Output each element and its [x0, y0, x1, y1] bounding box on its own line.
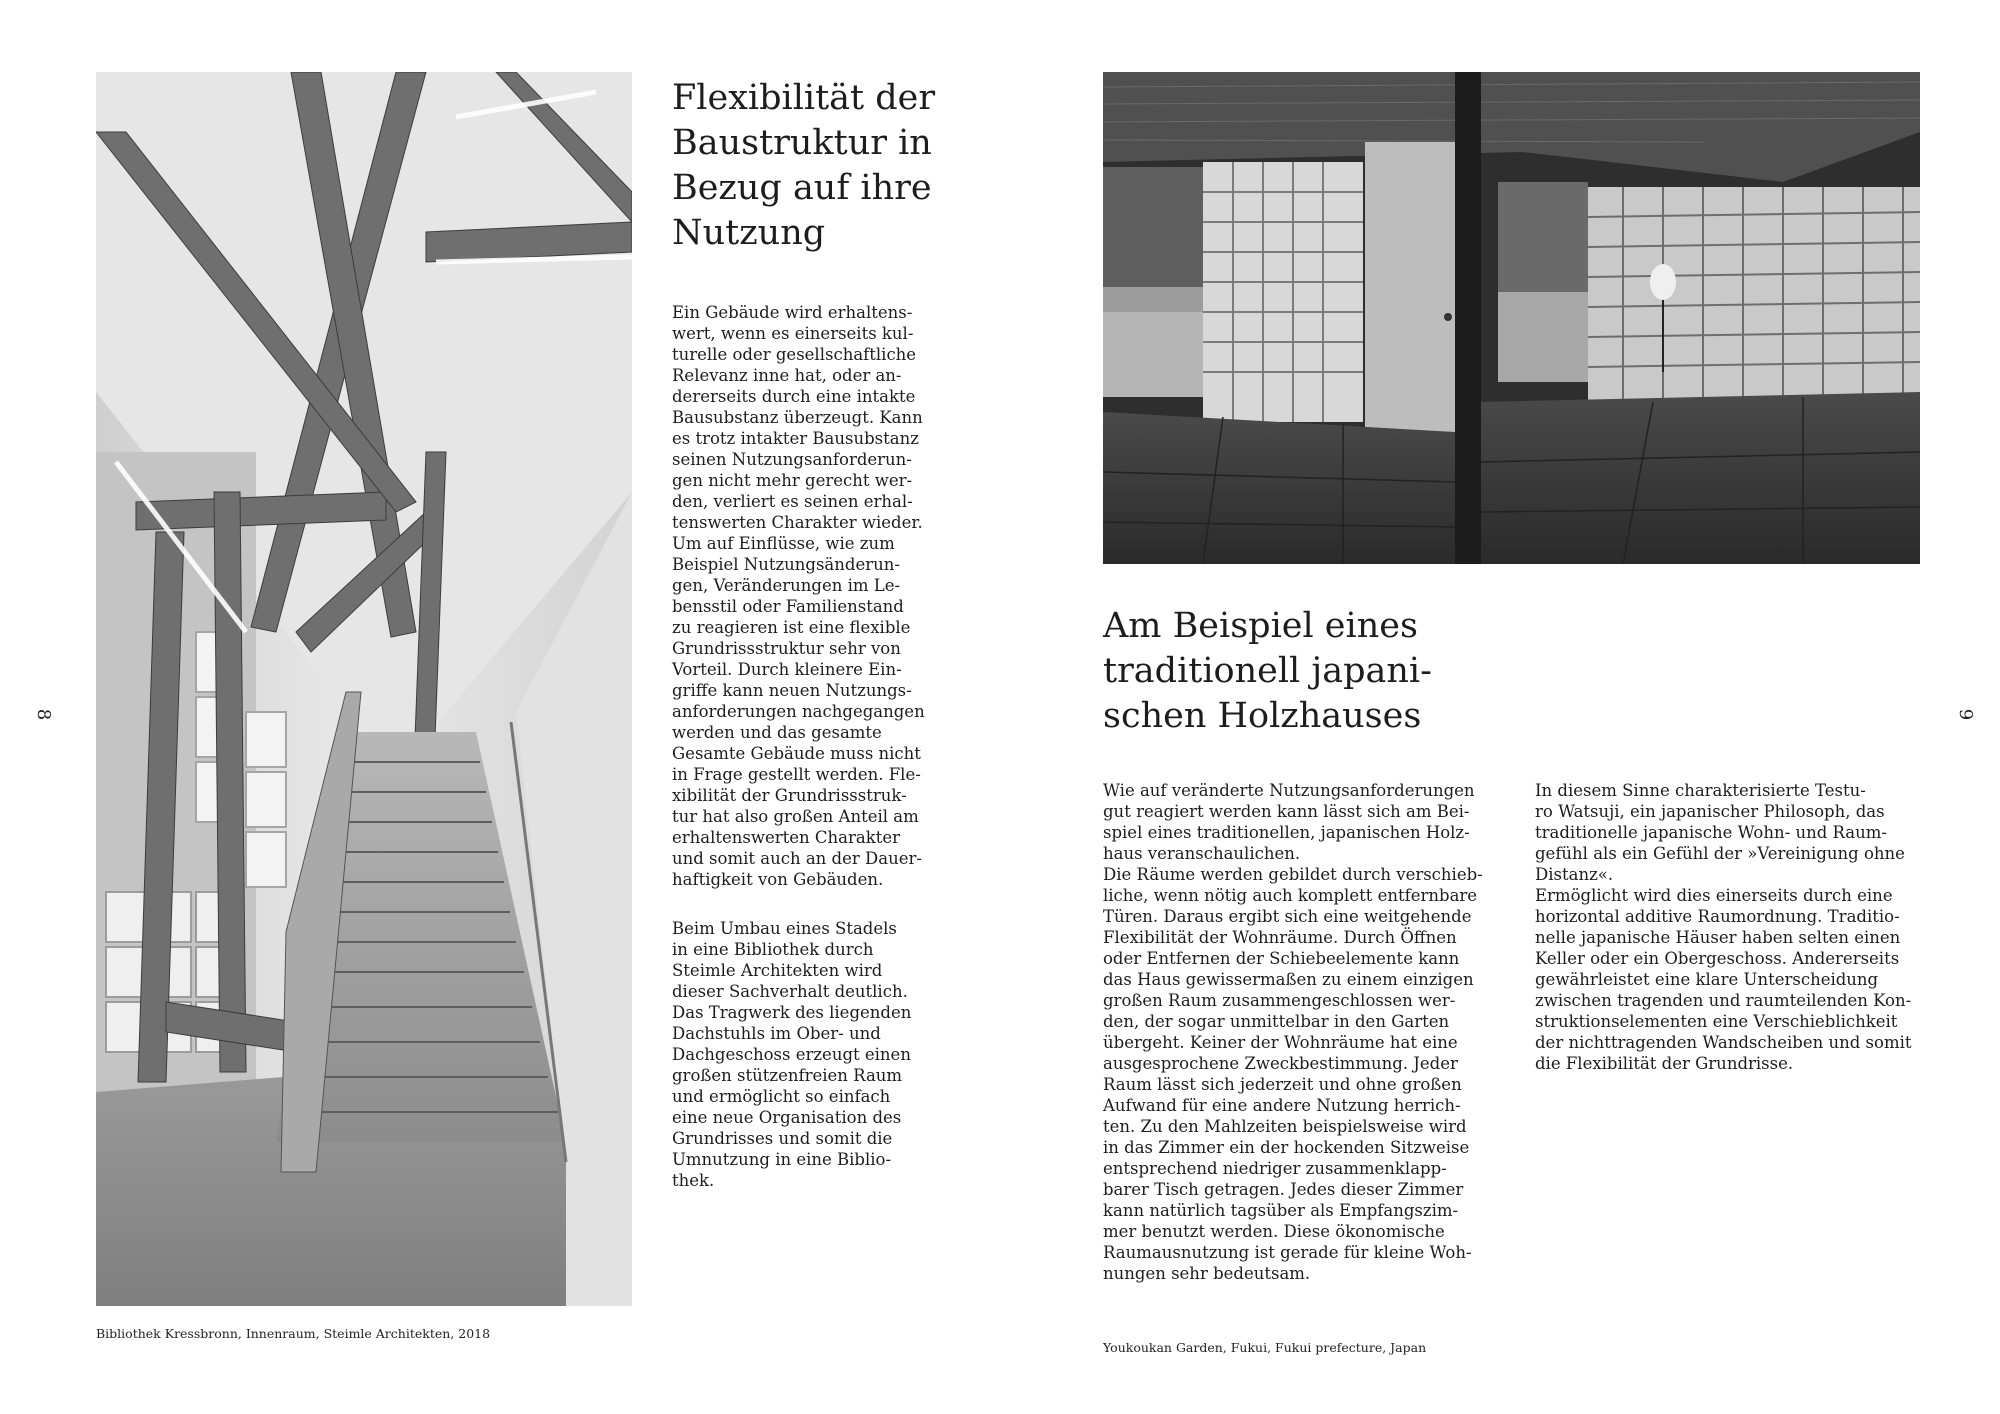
left-page-paragraph-2: Beim Umbau eines Stadels in eine Bibliothek durch Steimle Architekten wird dieser Sachverhalt deutlich. Das Tragwerk des liegenden Dachstuhls im Ober- und Dachgeschoss erzeugt einen großen stützenfreien Raum und ermöglicht so einfach eine neue Organisation des Grundrisses und somit die Umnutzung in eine Biblio- thek.	[672, 919, 912, 1190]
library-interior-photo	[96, 72, 632, 1306]
left-page-paragraph-1: Ein Gebäude wird erhaltens- wert, wenn es einerseits kul- turelle oder gesellschaftliche Relevanz inne hat, oder an- dererseits durch eine intakte Bausubstanz überzeugt. Kann es trotz intakter Bausubstanz seinen Nutzungsanforderun- gen nicht mehr gerecht wer- den, verliert es seinen erhal- tenswerten Charakter wieder. Um auf Einflüsse, wie zum Beispiel Nutzungsänderun- gen, Veränderungen im Le- bensstil oder Familienstand zu reagieren ist eine flexible Grundrissstruktur sehr von Vorteil. Durch kleinere Ein- griffe kann neuen Nutzungs- anforderungen nachgegangen werden und das gesamte Gesamte Gebäude muss nicht in Frage gestellt werden. Fle- xibilität der Grundrissstruk- tur hat also großen Anteil am erhaltenswerten Charakter und somit auch an der Dauer- haftigkeit von Gebäuden.	[672, 303, 925, 889]
library-interior-illustration	[96, 72, 632, 1306]
right-page-heading: Am Beispiel eines traditionell japani- schen Holzhauses	[1103, 606, 1432, 736]
left-page-heading: Flexibilität der Baustruktur in Bezug auf ihre Nutzung	[672, 78, 936, 253]
left-page-number: 8	[33, 708, 55, 721]
right-page-column-2: In diesem Sinne charakterisierte Testu- ro Watsuji, ein japanischer Philosoph, das traditionelle japanische Wohn- und Raum- gefühl als ein Gefühl der »Vereinigung ohne Distanz«. Ermöglicht wird dies einerseits durch eine horizontal additive Raumordnung. Traditio- nelle japanische Häuser haben selten einen Keller oder ein Obergeschoss. Andererseits gewährleistet eine klare Unterscheidung zwischen tragenden und raumteilenden Kon- struktionselementen eine Verschieblichkeit der nichttragenden Wandscheiben und somit die Flexibilität der Grundrisse.	[1535, 781, 1912, 1073]
right-page-number: 9	[1955, 708, 1977, 721]
right-page-column-1: Wie auf veränderte Nutzungsanforderungen gut reagiert werden kann lässt sich am Bei- spiel eines traditionellen, japanischen Holz- haus veranschaulichen. Die Räume werden gebildet durch verschieb- liche, wenn nötig auch komplett entfernbare Türen. Daraus ergibt sich eine weitgehende Flexibilität der Wohnräume. Durch Öffnen oder Entfernen der Schiebeelemente kann das Haus gewissermaßen zu einem einzigen großen Raum zusammengeschlossen wer- den, der sogar unmittelbar in den Garten übergeht. Keiner der Wohnräume hat eine ausgesprochene Zweckbestimmung. Jeder Raum lässt sich jederzeit und ohne großen Aufwand für eine andere Nutzung herrich- ten. Zu den Mahlzeiten beispielsweise wird in das Zimmer ein der hockenden Sitzweise entsprechend niedriger zusammenklapp- barer Tisch getragen. Jedes dieser Zimmer kann natürlich tagsüber als Empfangszim- mer benutzt werden. Diese ökonomische Raumausnutzung ist gerade für kleine Woh- nungen sehr bedeutsam.	[1103, 781, 1483, 1283]
japanese-house-illustration	[1103, 72, 1920, 564]
right-photo-caption: Youkoukan Garden, Fukui, Fukui prefecture, Japan	[1103, 1340, 1427, 1355]
left-photo-caption: Bibliothek Kressbronn, Innenraum, Steimle Architekten, 2018	[96, 1326, 491, 1341]
japanese-house-photo	[1103, 72, 1920, 564]
